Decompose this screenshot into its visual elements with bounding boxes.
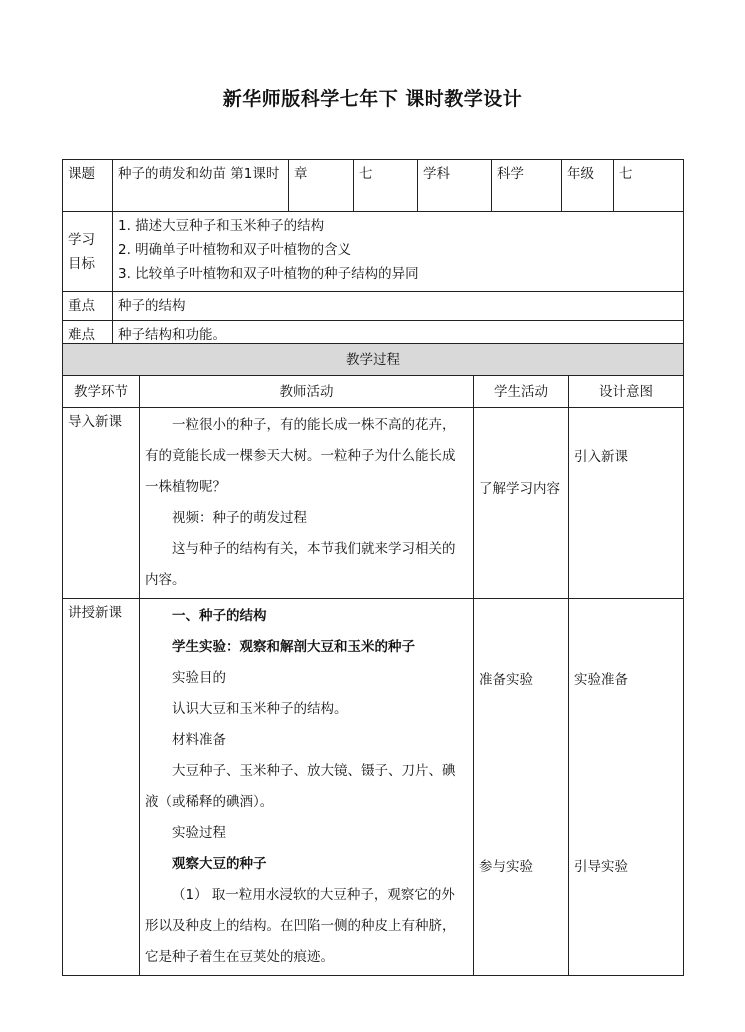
intro-design-intent: 引入新课 [569, 408, 684, 599]
intent-prepare: 实验准备 [574, 672, 628, 688]
intro-teacher-activity [140, 408, 474, 599]
keypoint-label: 重点 [63, 292, 113, 321]
objective-item: 2. 明确单子叶植物和双子叶植物的含义 [118, 242, 352, 258]
objectives-label: 学习目标 [63, 212, 113, 292]
page-title: 新华师版科学七年下 课时教学设计 [222, 88, 523, 110]
objectives-list [113, 212, 684, 292]
teach-paragraph: （1） 取一粒用水浸软的大豆种子，观察它的外形以及种皮上的结构。在凹陷一侧的种皮上有种脐，它是种子着生在豆荚处的痕迹。 [145, 887, 456, 965]
subject-value: 科学 [492, 160, 562, 212]
col-header-student: 学生活动 [474, 376, 569, 408]
col-header-intent: 设计意图 [569, 376, 684, 408]
difficulty-label: 难点 [63, 321, 113, 350]
teach-paragraph: 大豆种子、玉米种子、放大镜、镊子、刀片、碘液（或稀释的碘酒）。 [145, 763, 456, 810]
difficulty-value: 种子结构和功能。 [113, 321, 684, 350]
objective-item: 1. 描述大豆种子和玉米种子的结构 [118, 218, 325, 234]
intro-paragraph: 这与种子的结构有关，本节我们就来学习相关的内容。 [145, 541, 456, 588]
topic-value: 种子的萌发和幼苗 第1课时 [113, 160, 289, 212]
teach-paragraph: 材料准备 [172, 732, 226, 748]
chapter-value: 七 [354, 160, 418, 212]
grade-value: 七 [614, 160, 684, 212]
intro-paragraph: 视频：种子的萌发过程 [172, 510, 307, 526]
teach-stage: 讲授新课 [63, 599, 140, 976]
experiment-title: 学生实验：观察和解剖大豆和玉米的种子 [172, 639, 415, 655]
teach-student-activity [474, 599, 569, 976]
objective-item: 3. 比较单子叶植物和双子叶植物的种子结构的异同 [118, 266, 419, 282]
intro-student-activity: 了解学习内容 [474, 408, 569, 599]
col-header-teacher: 教师活动 [140, 376, 474, 408]
teach-paragraph: 认识大豆和玉米种子的结构。 [172, 701, 348, 717]
subject-label: 学科 [418, 160, 492, 212]
topic-label: 课题 [63, 160, 113, 212]
teach-paragraph: 实验目的 [172, 670, 226, 686]
student-activity-prepare: 准备实验 [479, 672, 533, 688]
lesson-info-table [62, 159, 684, 350]
col-header-stage: 教学环节 [63, 376, 140, 408]
intro-paragraph: 一粒很小的种子，有的能长成一株不高的花卉，有的竟能长成一棵参天大树。一粒种子为什么能长成一株植物呢？ [145, 417, 456, 495]
teach-teacher-activity [140, 599, 474, 976]
intro-stage: 导入新课 [63, 408, 140, 599]
teach-paragraph: 实验过程 [172, 825, 226, 841]
keypoint-value: 种子的结构 [113, 292, 684, 321]
subsection-heading: 观察大豆的种子 [172, 856, 267, 872]
intent-guide: 引导实验 [574, 859, 628, 875]
chapter-label: 章 [289, 160, 354, 212]
section-heading: 一、种子的结构 [172, 608, 267, 624]
teach-design-intent [569, 599, 684, 976]
process-section-title: 教学过程 [63, 344, 684, 376]
student-activity-participate: 参与实验 [479, 859, 533, 875]
teaching-process-table [62, 343, 684, 976]
grade-label: 年级 [562, 160, 614, 212]
